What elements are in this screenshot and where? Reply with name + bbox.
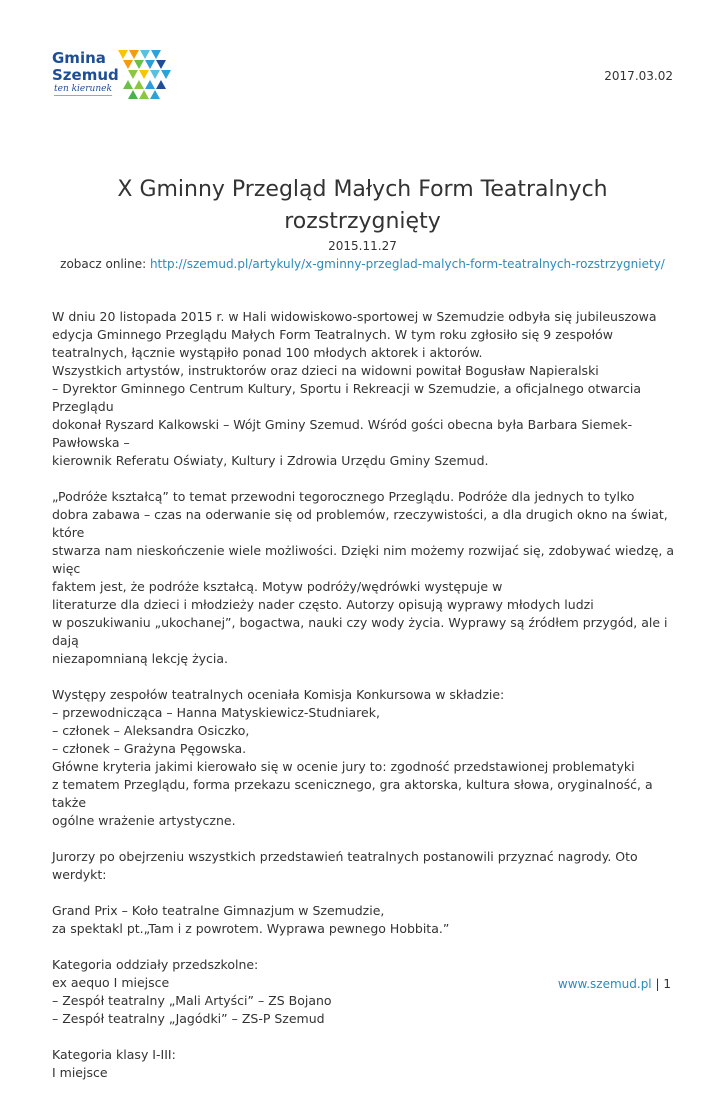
paragraph-line: „Podróże kształcą” to temat przewodni tegorocznego Przeglądu. Podróże dla jednych to tylko <box>52 489 635 504</box>
paragraph-line: Główne kryteria jakimi kierowało się w ocenie jury to: zgodność przedstawionej problematyki <box>52 759 635 774</box>
online-label: zobacz online: <box>60 257 147 271</box>
paragraph-line: z tematem Przeglądu, forma przekazu scenicznego, gra aktorska, kultura słowa, oryginalność, a także <box>52 777 653 810</box>
logo-line2: Szemud <box>52 66 119 84</box>
paragraph-line: za spektakl pt.„Tam i z powrotem. Wyprawa pewnego Hobbita.” <box>52 921 450 936</box>
article-paragraph <box>52 902 677 938</box>
paragraph-line: – członek – Aleksandra Osiczko, <box>52 723 250 738</box>
article-paragraph <box>52 686 677 830</box>
article-paragraph <box>52 308 677 470</box>
paragraph-line: dobra zabawa – czas na oderwanie się od problemów, rzeczywistości, a dla drugich okno na świat, które <box>52 507 668 540</box>
page-footer <box>558 977 671 991</box>
logo-wordmark <box>52 50 119 84</box>
paragraph-line: W dniu 20 listopada 2015 r. w Hali widowiskowo-sportowej w Szemudzie odbyła się jubileuszowa <box>52 309 657 324</box>
online-link-row <box>60 257 665 271</box>
paragraph-line: ogólne wrażenie artystyczne. <box>52 813 236 828</box>
paragraph-line: kierownik Referatu Oświaty, Kultury i Zdrowia Urzędu Gminy Szemud. <box>52 453 489 468</box>
paragraph-line: niezapomnianą lekcję życia. <box>52 651 229 666</box>
paragraph-line: Wszystkich artystów, instruktorów oraz dzieci na widowni powitał Bogusław Napieralski <box>52 363 599 378</box>
paragraph-line: stwarza nam nieskończenie wiele możliwości. Dzięki nim możemy rozwijać się, zdobywać wiedzę, a więc <box>52 543 674 576</box>
paragraph-line: literaturze dla dzieci i młodzieży nader często. Autorzy opisują wyprawy młodych ludzi <box>52 597 594 612</box>
paragraph-line: Grand Prix – Koło teatralne Gimnazjum w Szemudzie, <box>52 903 385 918</box>
paragraph-line: teatralnych, łącznie wystąpiło ponad 100 młodych aktorek i aktorów. <box>52 345 483 360</box>
paragraph-line: – Zespół teatralny „Mali Artyści” – ZS Bojano <box>52 993 332 1008</box>
logo-line1: Gmina <box>52 49 106 67</box>
footer-separator: | <box>655 977 660 991</box>
triangle-mosaic-icon <box>118 50 176 102</box>
page-number: 1 <box>663 977 671 991</box>
gmina-szemud-logo[interactable] <box>52 46 182 106</box>
paragraph-line: – przewodnicząca – Hanna Matyskiewicz-Studniarek, <box>52 705 380 720</box>
paragraph-line: – Zespół teatralny „Jagódki” – ZS-P Szemud <box>52 1011 325 1026</box>
footer-site-link[interactable]: www.szemud.pl <box>557 977 652 991</box>
paragraph-line: I miejsce <box>52 1065 108 1080</box>
paragraph-line: w poszukiwaniu „ukochanej”, bogactwa, nauki czy wody życia. Wyprawy są źródłem przygód, ale i dają <box>52 615 668 648</box>
paragraph-line: edycja Gminnego Przeglądu Małych Form Teatralnych. W tym roku zgłosiło się 9 zespołów <box>52 327 613 342</box>
publication-date: 2015.11.27 <box>328 239 397 253</box>
title-line1: X Gminny Przegląd Małych Form Teatralnych <box>117 177 608 202</box>
article-paragraph <box>52 488 677 668</box>
article-paragraph <box>52 956 677 1028</box>
logo-tagline: ten kierunek <box>54 84 112 94</box>
page-title <box>60 174 665 238</box>
title-line2: rozstrzygnięty <box>284 209 441 234</box>
paragraph-line: ex aequo I miejsce <box>52 975 170 990</box>
article-paragraph <box>52 1046 677 1082</box>
paragraph-line: Kategoria oddziały przedszkolne: <box>52 957 259 972</box>
article-paragraph <box>52 848 677 884</box>
paragraph-line: Jurorzy po obejrzeniu wszystkich przedstawień teatralnych postanowili przyznać nagrody. Oto <box>52 849 638 864</box>
paragraph-line: – Dyrektor Gminnego Centrum Kultury, Sportu i Rekreacji w Szemudzie, a oficjalnego otwarcia Przeglądu <box>52 381 642 414</box>
paragraph-line: Kategoria klasy I-III: <box>52 1047 176 1062</box>
paragraph-line: dokonał Ryszard Kalkowski – Wójt Gminy Szemud. Wśród gości obecna była Barbara Siemek-Pawłowska – <box>52 417 633 450</box>
paragraph-line: faktem jest, że podróże kształcą. Motyw podróży/wędrówki występuje w <box>52 579 503 594</box>
document-date: 2017.03.02 <box>604 69 673 83</box>
paragraph-line: werdykt: <box>52 867 107 882</box>
paragraph-line: – członek – Grażyna Pęgowska. <box>52 741 247 756</box>
article-url-link[interactable]: http://szemud.pl/artykuly/x-gminny-przeglad-malych-form-teatralnych-rozstrzygniety/ <box>149 257 665 271</box>
paragraph-line: Występy zespołów teatralnych oceniała Komisja Konkursowa w składzie: <box>52 687 505 702</box>
